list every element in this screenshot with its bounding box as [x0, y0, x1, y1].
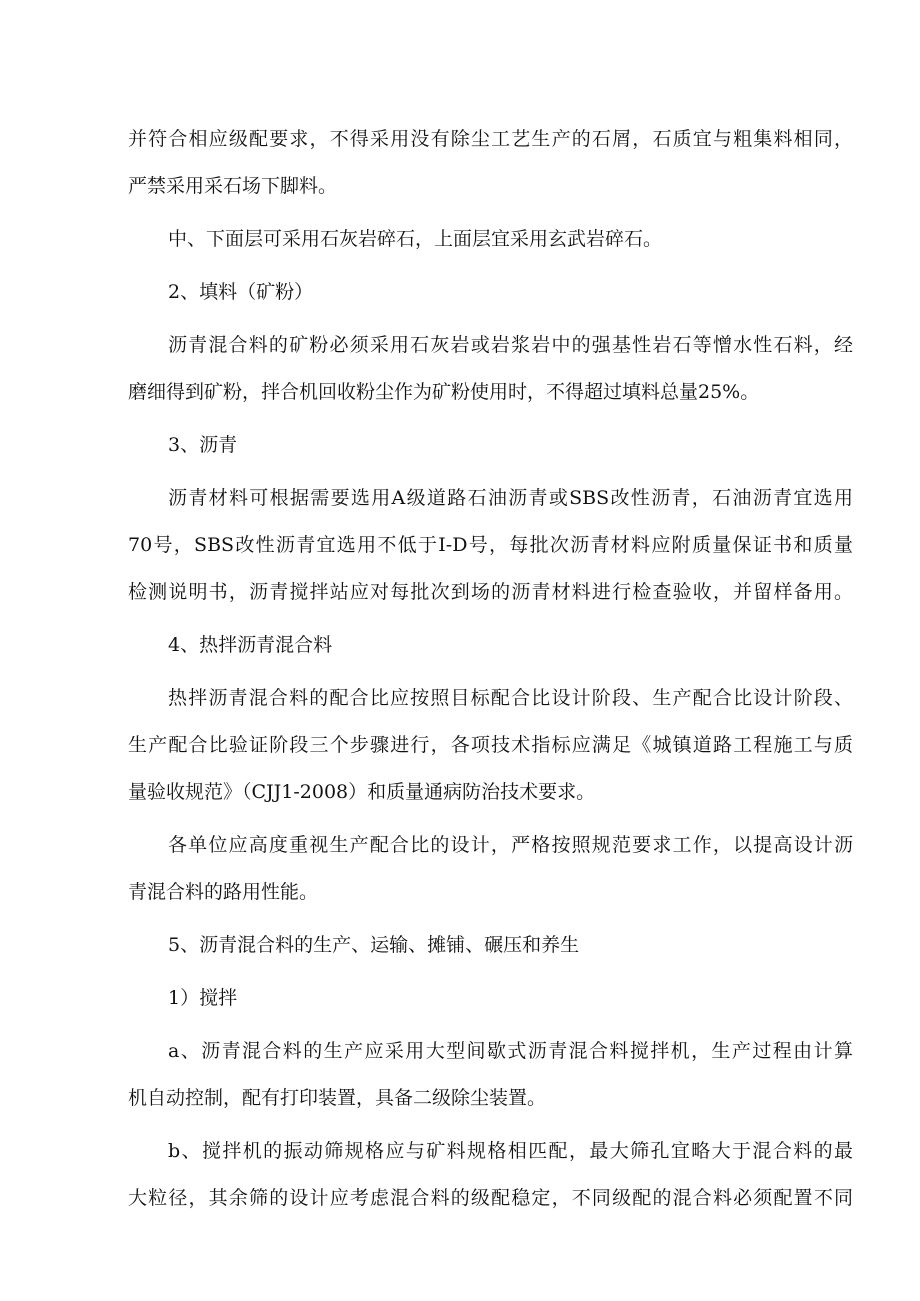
- text-line: 量验收规范》（CJJ1-2008）和质量通病防治技术要求。: [128, 781, 596, 803]
- paragraph: [128, 116, 853, 210]
- heading-text: 1）搅拌: [168, 987, 238, 1009]
- text-line: 磨细得到矿粉，拌合机回收粉尘作为矿粉使用时，不得超过填料总量25%。: [128, 381, 760, 403]
- text-line: 生产配合比验证阶段三个步骤进行，各项技术指标应满足《城镇道路工程施工与质: [128, 734, 853, 756]
- paragraph: [128, 322, 853, 416]
- section-heading: [128, 422, 853, 469]
- text-line: 各单位应高度重视生产配合比的设计，严格按照规范要求工作，以提高设计沥: [168, 834, 853, 856]
- text-line: a、沥青混合料的生产应采用大型间歇式沥青混合料搅拌机，生产过程由计算: [168, 1040, 853, 1062]
- document-body: [128, 116, 853, 1222]
- section-heading: [128, 622, 853, 669]
- section-heading: [128, 269, 853, 316]
- paragraph: [128, 1028, 853, 1122]
- section-heading: [128, 922, 853, 969]
- text-line: 机自动控制，配有打印装置，具备二级除尘装置。: [128, 1087, 547, 1109]
- text-line: 青混合料的路用性能。: [128, 881, 319, 903]
- text-line: 检测说明书，沥青搅拌站应对每批次到场的沥青材料进行检查验收，并留样备用。: [128, 581, 853, 603]
- paragraph: [128, 822, 853, 916]
- paragraph: [128, 475, 853, 616]
- text-line: 沥青混合料的矿粉必须采用石灰岩或岩浆岩中的强基性岩石等憎水性石料，经: [168, 334, 853, 356]
- text-line: b、搅拌机的振动筛规格应与矿料规格相匹配，最大筛孔宜略大于混合料的最: [168, 1140, 853, 1162]
- paragraph: [128, 216, 853, 263]
- text-line: 严禁采用采石场下脚料。: [128, 175, 338, 197]
- heading-text: 4、热拌沥青混合料: [168, 634, 333, 656]
- paragraph: [128, 675, 853, 816]
- heading-text: 5、沥青混合料的生产、运输、摊铺、碾压和养生: [168, 934, 580, 956]
- heading-text: 2、填料（矿粉）: [168, 281, 314, 303]
- heading-text: 3、沥青: [168, 434, 238, 456]
- text-line: 中、下面层可采用石灰岩碎石，上面层宜采用玄武岩碎石。: [168, 228, 663, 250]
- subsection-heading: [128, 975, 853, 1022]
- text-line: 热拌沥青混合料的配合比应按照目标配合比设计阶段、生产配合比设计阶段、: [168, 687, 853, 709]
- paragraph: [128, 1128, 853, 1222]
- text-line: 70号，SBS改性沥青宜选用不低于I-D号，每批次沥青材料应附质量保证书和质量: [128, 534, 853, 556]
- text-line: 并符合相应级配要求，不得采用没有除尘工艺生产的石屑，石质宜与粗集料相同，: [128, 128, 853, 150]
- text-line: 沥青材料可根据需要选用A级道路石油沥青或SBS改性沥青，石油沥青宜选用: [168, 487, 853, 509]
- text-line: 大粒径，其余筛的设计应考虑混合料的级配稳定，不同级配的混合料必须配置不同: [128, 1187, 853, 1209]
